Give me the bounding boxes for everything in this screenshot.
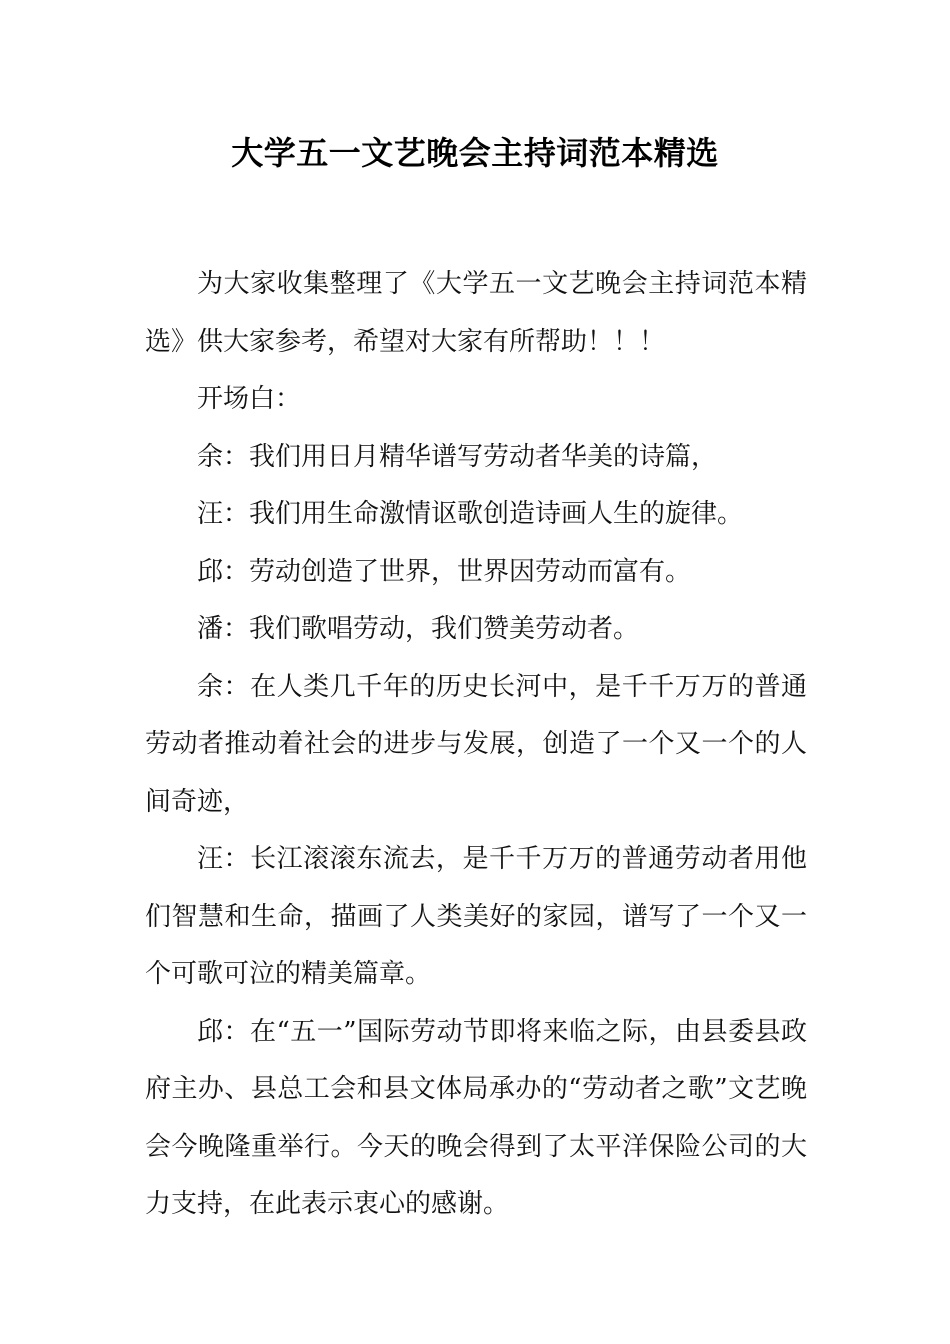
paragraph-line-yu-2: 余：在人类几千年的历史长河中，是千千万万的普通劳动者推动着社会的进步与发展，创造了一个又一个的人间奇迹，	[145, 671, 807, 817]
document-body	[145, 256, 807, 1234]
paragraph-intro: 为大家收集整理了《大学五一文艺晚会主持词范本精选》供大家参考，希望对大家有所帮助！！！	[145, 269, 807, 357]
paragraph-line-qiu-2: 邱：在“五一”国际劳动节即将来临之际，由县委县政府主办、县总工会和县文体局承办的“劳动者之歌”文艺晚会今晚隆重举行。今天的晚会得到了太平洋保险公司的大力支持，在此表示衷心的感谢。	[145, 1016, 807, 1219]
paragraph-line-qiu-1: 邱：劳动创造了世界，世界因劳动而富有。	[197, 556, 692, 587]
paragraph-line-wang-1: 汪：我们用生命激情讴歌创造诗画人生的旋律。	[197, 499, 744, 529]
paragraph-line-yu-1: 余：我们用日月精华谱写劳动者华美的诗篇，	[197, 441, 718, 472]
paragraph-line-wang-2: 汪：长江滚滚东流去，是千千万万的普通劳动者用他们智慧和生命，描画了人类美好的家园，谱写了一个又一个可歌可泣的精美篇章。	[145, 844, 807, 989]
document-title: 大学五一文艺晚会主持词范本精选	[231, 134, 719, 172]
paragraph-opening-label: 开场白：	[197, 384, 302, 414]
paragraph-line-pan-1: 潘：我们歌唱劳动，我们赞美劳动者。	[197, 614, 640, 644]
